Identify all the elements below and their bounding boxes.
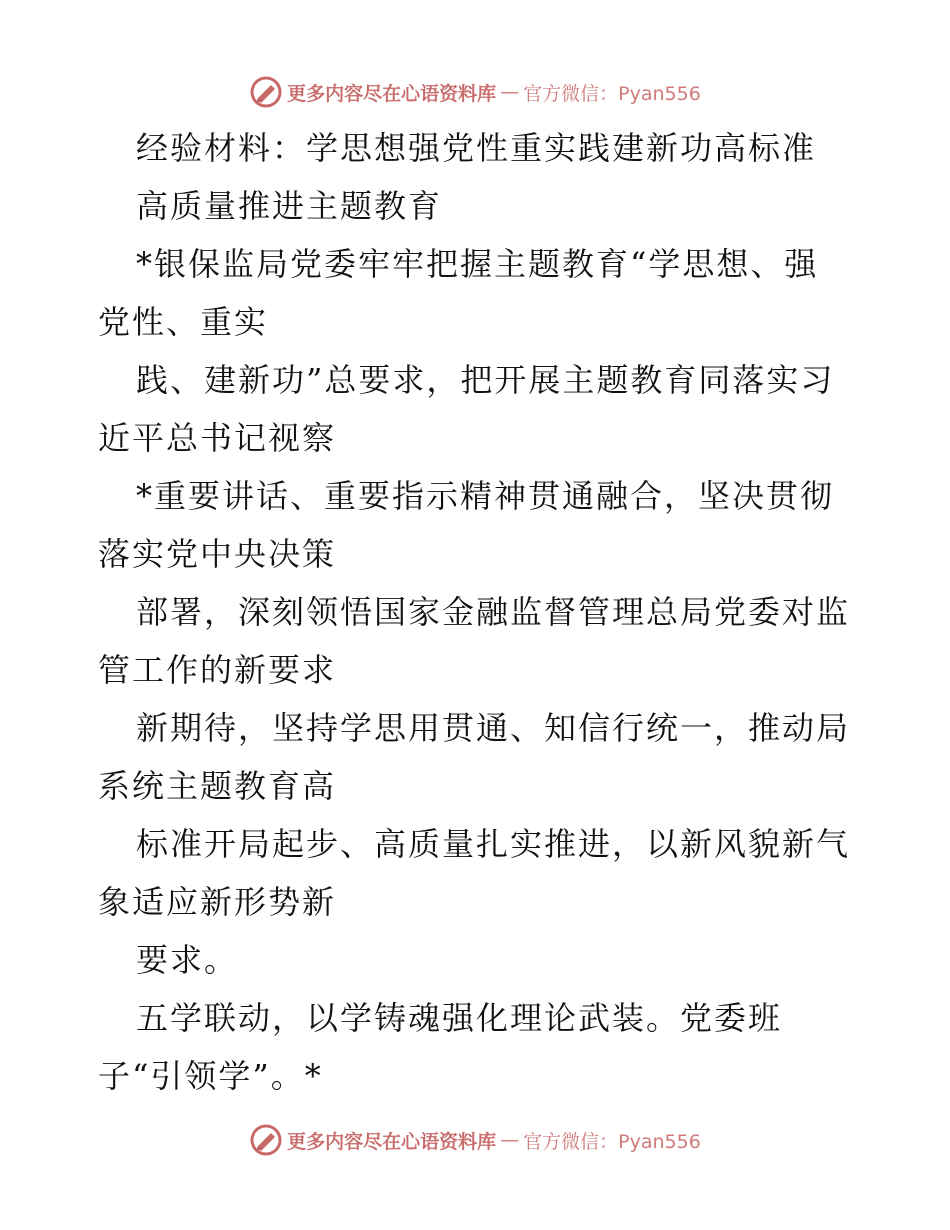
document-line: 党性、重实 [98,303,269,341]
watermark-separator: — [500,81,520,103]
pen-seal-icon [249,1123,283,1157]
document-line: 高质量推进主题教育 [136,187,443,225]
watermark-text: 更多内容尽在心语资料库 [287,1130,497,1153]
document-line: 五学联动，以学铸魂强化理论武装。党委班 [136,999,783,1037]
document-line: 系统主题教育高 [98,767,337,805]
document-line: *银保监局党委牢牢把握主题教育“学思想、强 [136,245,819,283]
document-line: 要求。 [136,941,239,979]
document-line: *重要讲话、重要指示精神贯通融合，坚决贯彻 [136,477,835,515]
document-line: 子“引领学”。* [98,1057,323,1095]
footer-watermark [0,1120,950,1160]
document-line: 践、建新功”总要求，把开展主题教育同落实习 [136,361,835,399]
watermark-contact: 官方微信：Pyan556 [523,82,701,105]
document-line: 落实党中央决策 [98,535,337,573]
document-line: 管工作的新要求 [98,651,337,689]
document-line: 标准开局起步、高质量扎实推进，以新风貌新气 [136,825,851,863]
document-line: 新期待，坚持学思用贯通、知信行统一，推动局 [136,709,851,747]
watermark-text: 更多内容尽在心语资料库 [287,82,497,105]
document-line: 经验材料：学思想强党性重实践建新功高标准 [136,129,817,167]
document-line: 象适应新形势新 [98,883,337,921]
watermark-contact: 官方微信：Pyan556 [523,1130,701,1153]
document-line: 近平总书记视察 [98,419,337,457]
header-watermark [0,72,950,112]
pen-seal-icon [249,75,283,109]
watermark-separator: — [500,1129,520,1151]
document-line: 部署，深刻领悟国家金融监督管理总局党委对监 [136,593,851,631]
